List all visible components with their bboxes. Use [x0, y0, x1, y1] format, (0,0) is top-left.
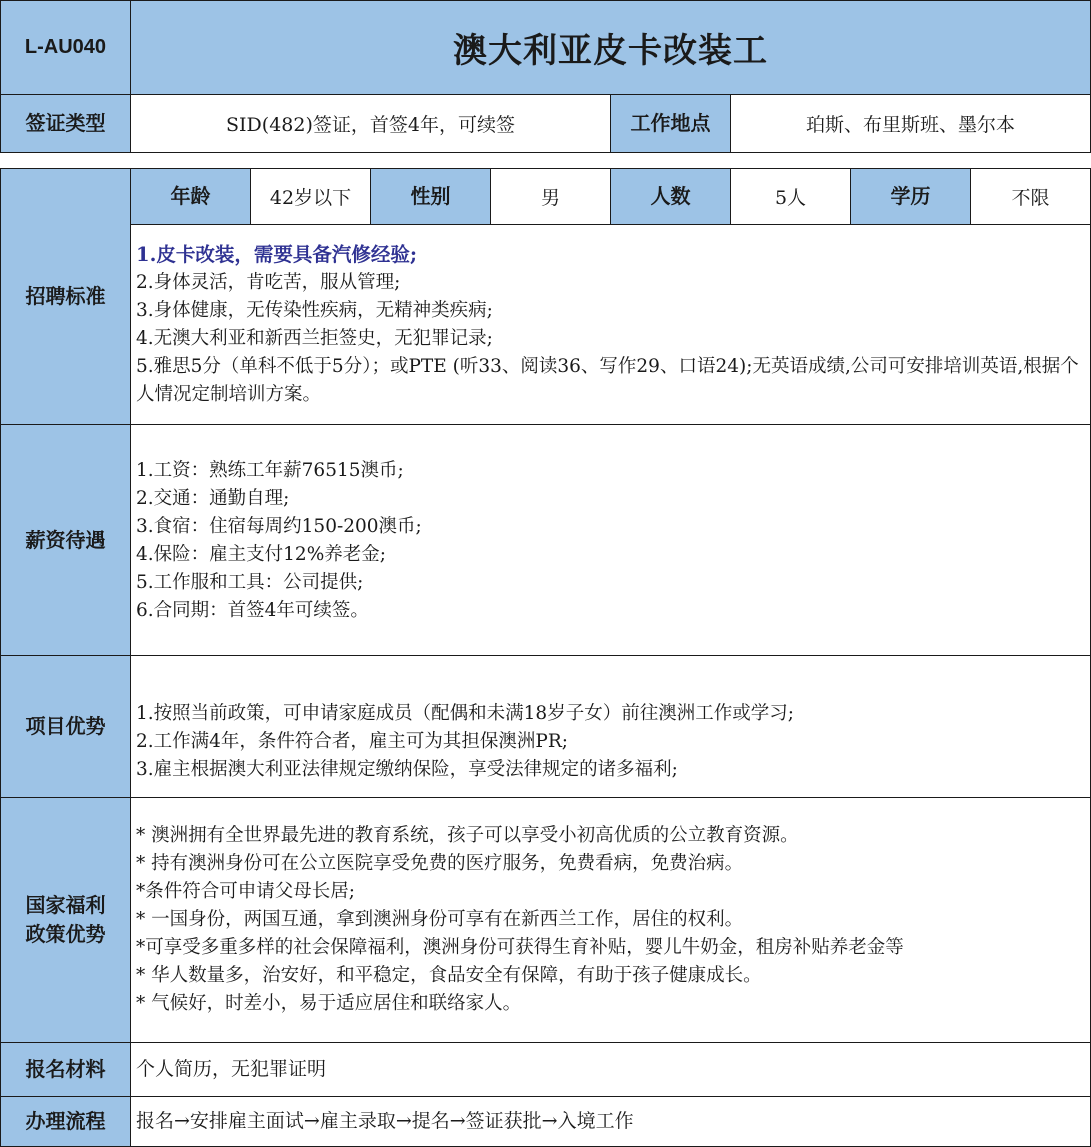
salary-list — [136, 457, 422, 625]
list-item: 1.皮卡改装，需要具备汽修经验; — [136, 243, 418, 266]
requirements-label: 招聘标准 — [0, 168, 131, 425]
list-item: * 澳洲拥有全世界最先进的教育系统，孩子可以享受小初高优质的公立教育资源。 — [136, 825, 799, 846]
age-value: 42岁以下 — [250, 168, 371, 225]
advantages-label: 项目优势 — [0, 655, 131, 798]
welfare-content — [130, 797, 1091, 1043]
headcount-label: 人数 — [610, 168, 731, 225]
welfare-label-line1: 国家福利 — [25, 893, 106, 917]
list-item: 5.雅思5分（单科不低于5分）；或PTE (听33、阅读36、写作29、口语24);无英语成绩,公司可安排培训英语,根据个人情况定制培训方案。 — [136, 356, 1079, 405]
list-item: 3.食宿：住宿每周约150-200澳币; — [136, 516, 422, 537]
requirements-content — [130, 224, 1091, 425]
welfare-label — [0, 797, 131, 1043]
materials-content — [130, 1042, 1091, 1097]
list-item: * 持有澳洲身份可在公立医院享受免费的医疗服务，免费看病，免费治病。 — [136, 853, 744, 874]
education-value: 不限 — [970, 168, 1091, 225]
gender-value: 男 — [490, 168, 611, 225]
list-item: 3.身体健康，无传染性疾病，无精神类疾病; — [136, 300, 493, 321]
list-item: * 一国身份，两国互通，拿到澳洲身份可享有在新西兰工作，居住的权利。 — [136, 909, 744, 930]
salary-content — [130, 424, 1091, 656]
list-item: * 气候好，时差小，易于适应居住和联络家人。 — [136, 993, 522, 1014]
list-item: 2.工作满4年，条件符合者，雇主可为其担保澳洲PR; — [136, 731, 569, 752]
advantages-content — [130, 655, 1091, 798]
process-content — [130, 1096, 1091, 1147]
list-item: 2.交通：通勤自理; — [136, 488, 290, 509]
materials-label: 报名材料 — [0, 1042, 131, 1097]
education-label: 学历 — [850, 168, 971, 225]
list-item: *条件符合可申请父母长居; — [136, 881, 355, 902]
job-code: L-AU040 — [0, 0, 131, 95]
list-item: 3.雇主根据澳大利亚法律规定缴纳保险，享受法律规定的诸多福利; — [136, 759, 678, 780]
list-item: *可享受多重多样的社会保障福利，澳洲身份可获得生育补贴，婴儿牛奶金，租房补贴养老金等 — [136, 937, 904, 958]
headcount-value: 5人 — [730, 168, 851, 225]
advantages-list — [136, 700, 794, 784]
work-location-label: 工作地点 — [610, 94, 731, 153]
list-item: 5.工作服和工具：公司提供; — [136, 572, 364, 593]
list-item: 6.合同期：首签4年可续签。 — [136, 600, 369, 621]
salary-label: 薪资待遇 — [0, 424, 131, 656]
page-title: 澳大利亚皮卡改装工 — [130, 0, 1091, 95]
visa-type-value: SID(482)签证，首签4年，可续签 — [130, 94, 611, 153]
list-item: 4.无澳大利亚和新西兰拒签史，无犯罪记录; — [136, 328, 493, 349]
list-item: 4.保险：雇主支付12%养老金; — [136, 544, 387, 565]
work-location-value: 珀斯、布里斯班、墨尔本 — [730, 94, 1091, 153]
list-item: 1.按照当前政策，可申请家庭成员（配偶和未满18岁子女）前往澳洲工作或学习; — [136, 703, 794, 724]
visa-type-label: 签证类型 — [0, 94, 131, 153]
list-item: 2.身体灵活，肯吃苦，服从管理; — [136, 272, 401, 293]
process-label: 办理流程 — [0, 1096, 131, 1147]
list-item: 1.工资：熟练工年薪76515澳币; — [136, 460, 404, 481]
welfare-label-line2: 政策优势 — [25, 922, 106, 946]
welfare-list — [136, 822, 904, 1018]
materials-value: 个人简历，无犯罪证明 — [136, 1058, 327, 1080]
requirements-list — [136, 241, 1084, 409]
gender-label: 性别 — [370, 168, 491, 225]
list-item: * 华人数量多，治安好，和平稳定，食品安全有保障，有助于孩子健康成长。 — [136, 965, 762, 986]
process-value: 报名→安排雇主面试→雇主录取→提名→签证获批→入境工作 — [136, 1110, 634, 1132]
age-label: 年龄 — [130, 168, 251, 225]
